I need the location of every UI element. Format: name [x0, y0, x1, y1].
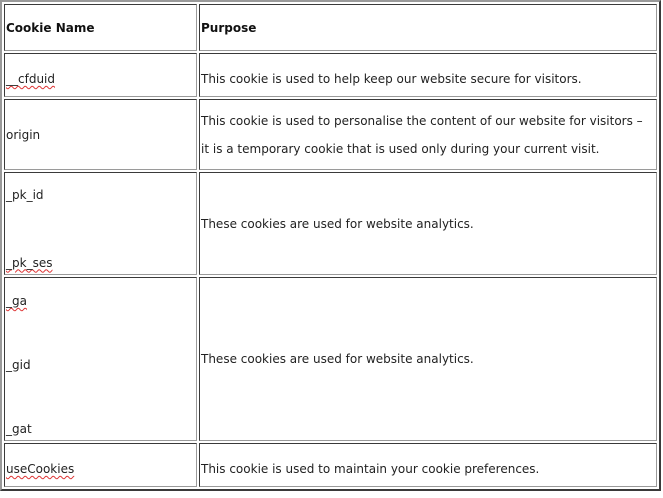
table-row: [4, 443, 657, 487]
cookie-name: useCookies: [6, 462, 75, 476]
purpose-cell: [199, 277, 657, 441]
cookie-name-cell: [4, 99, 197, 170]
purpose-text-line-1: This cookie is used to personalise the content of our website for visitors –: [201, 113, 643, 128]
purpose-text: These cookies are used for website analytics.: [201, 352, 474, 366]
purpose-text: This cookie is used to help keep our website secure for visitors.: [201, 72, 582, 86]
purpose-cell: [199, 443, 657, 487]
table-row: [4, 172, 657, 275]
table-header-row: [4, 4, 657, 51]
cookie-name-cell: [4, 443, 197, 487]
purpose-text: These cookies are used for website analytics.: [201, 216, 474, 231]
header-cookie-name: Cookie Name: [4, 4, 197, 51]
header-purpose: Purpose: [199, 4, 657, 51]
cookie-name-cell: [4, 53, 197, 97]
cookie-name-cell: [4, 172, 197, 275]
cookie-name: origin: [6, 127, 41, 142]
cookie-name: _gid: [6, 358, 31, 372]
cookie-name: _ga: [6, 294, 27, 308]
table-row: [4, 99, 657, 170]
table-row: [4, 277, 657, 441]
table-row: [4, 53, 657, 97]
cookie-name: _pk_id: [6, 187, 44, 202]
purpose-cell: [199, 172, 657, 275]
purpose-text-line-2: it is a temporary cookie that is used only during your current visit.: [201, 141, 600, 156]
cookie-name-cell: [4, 277, 197, 441]
cookie-name: _pk_ses: [6, 255, 53, 270]
purpose-text: This cookie is used to maintain your cookie preferences.: [201, 462, 540, 476]
cookie-name: __cfduid: [6, 72, 55, 86]
purpose-cell: [199, 53, 657, 97]
purpose-cell: [199, 99, 657, 170]
cookie-name: _gat: [6, 422, 32, 436]
